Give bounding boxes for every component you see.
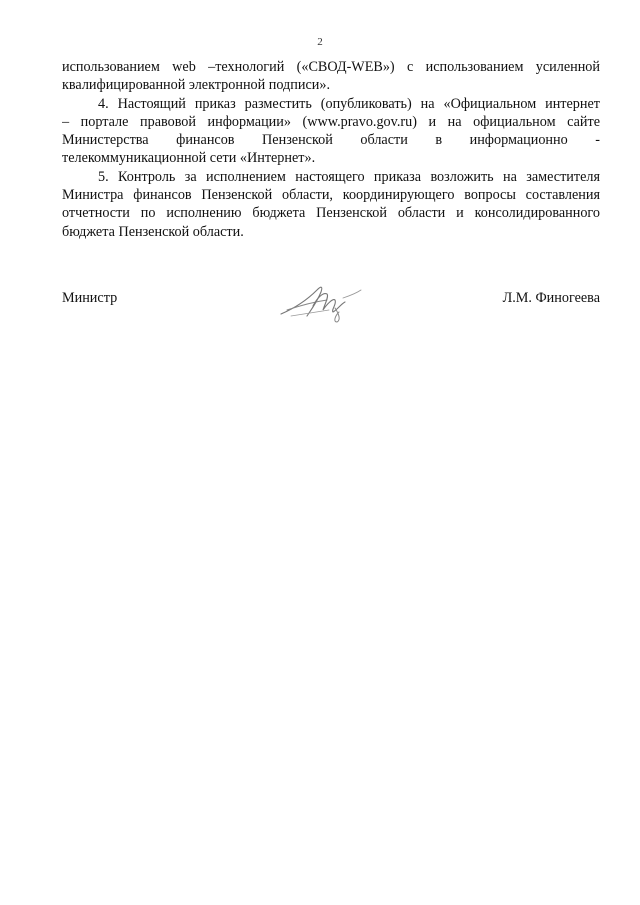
text-line: отчетности по исполнению бюджета Пензенской области и консолидированного (62, 205, 600, 222)
text-line: бюджета Пензенской области. (62, 223, 244, 240)
document-body (62, 58, 600, 241)
paragraph-5-line: 5. Контроль за исполнением настоящего приказа возложить на заместителя (98, 168, 600, 185)
paragraph-4-line: 4. Настоящий приказ разместить (опубликовать) на «Официальном интернет (98, 95, 600, 112)
text-line: Министра финансов Пензенской области, координирующего вопросы составления (62, 187, 600, 204)
text-line: использованием web –технологий («СВОД-WEB») с использованием усиленной (62, 59, 600, 75)
signatory-name: Л.М. Финогеева (502, 290, 600, 306)
signature-block (62, 286, 600, 326)
text-line: Министерства финансов Пензенской области в информационно - (62, 132, 600, 149)
text-line: телекоммуникационной сети «Интернет». (62, 150, 316, 167)
text-line: – портале правовой информации» (www.pravo.gov.ru) и на официальном сайте (62, 113, 600, 130)
handwritten-signature (277, 280, 367, 324)
signatory-title: Министр (62, 290, 118, 306)
text-line: квалифицированной электронной подписи». (62, 77, 330, 94)
page-number: 2 (317, 36, 323, 48)
